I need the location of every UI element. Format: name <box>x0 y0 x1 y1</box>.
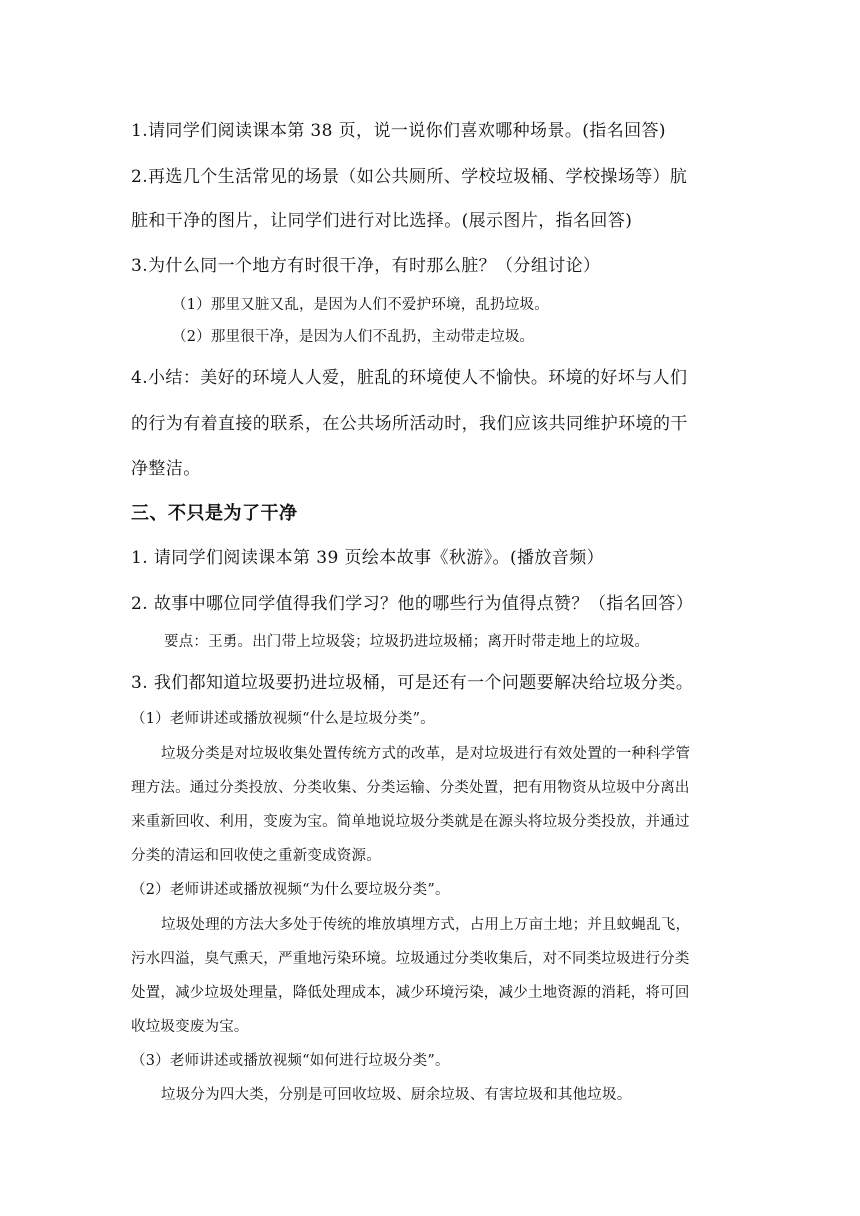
item-4-line-3: 净整洁。 <box>131 459 201 479</box>
sub-2-title: （2）老师讲述或播放视频“为什么要垃圾分类”。 <box>131 882 450 898</box>
s3-item-2-key-points: 要点：王勇。出门带上垃圾袋；垃圾扔进垃圾桶；离开时带走地上的垃圾。 <box>164 634 650 650</box>
item-1: 1.请同学们阅读课本第 38 页，说一说你们喜欢哪种场景。(指名回答) <box>131 121 666 141</box>
sub-1-paragraph-line: 理方法。通过分类投放、分类收集、分类运输、分类处置，把有用物资从垃圾中分离出 <box>131 780 690 796</box>
item-2-line-1: 2.再选几个生活常见的场景（如公共厕所、学校垃圾桶、学校操场等）肮 <box>131 167 688 187</box>
sub-2-paragraph-line: 处置，减少垃圾处理量，降低处理成本，减少环境污染，减少土地资源的消耗，将可回 <box>131 985 690 1001</box>
sub-1-title: （1）老师讲述或播放视频“什么是垃圾分类”。 <box>131 711 435 727</box>
sub-2-paragraph-line: 收垃圾变废为宝。 <box>131 1019 249 1035</box>
sub-3-title: （3）老师讲述或播放视频“如何进行垃圾分类”。 <box>131 1053 450 1069</box>
s3-item-3: 3. 我们都知道垃圾要扔进垃圾桶，可是还有一个问题要解决给垃圾分类。 <box>131 673 694 693</box>
sub-1-paragraph-line: 分类的清运和回收使之重新变成资源。 <box>131 848 381 864</box>
item-3: 3.为什么同一个地方有时很干净，有时那么脏？（分组讨论） <box>131 256 601 276</box>
sub-2-paragraph-line: 垃圾处理的方法大多处于传统的堆放填埋方式，占用上万亩土地；并且蚊蝇乱飞， <box>161 917 691 933</box>
item-3-sub-2: （2）那里很干净，是因为人们不乱扔，主动带走垃圾。 <box>172 329 535 345</box>
section-heading: 三、不只是为了干净 <box>131 503 298 524</box>
sub-1-paragraph-line: 来重新回收、利用，变废为宝。简单地说垃圾分类就是在源头将垃圾分类投放，并通过 <box>131 814 690 830</box>
s3-item-2: 2. 故事中哪位同学值得我们学习？他的哪些行为值得点赞？（指名回答） <box>131 594 694 614</box>
sub-1-paragraph-line: 垃圾分类是对垃圾收集处置传统方式的改革，是对垃圾进行有效处置的一种科学管 <box>161 746 691 762</box>
item-3-sub-1: （1）那里又脏又乱，是因为人们不爱护环境，乱扔垃圾。 <box>172 297 549 313</box>
sub-3-paragraph-line: 垃圾分为四大类，分别是可回收垃圾、厨余垃圾、有害垃圾和其他垃圾。 <box>161 1087 632 1103</box>
sub-2-paragraph-line: 污水四溢，臭气熏天，严重地污染环境。垃圾通过分类收集后，对不同类垃圾进行分类 <box>131 951 690 967</box>
item-4-line-1: 4.小结：美好的环境人人爱，脏乱的环境使人不愉快。环境的好坏与人们 <box>131 368 688 388</box>
item-2-line-2: 脏和干净的图片，让同学们进行对比选择。(展示图片，指名回答) <box>131 211 633 231</box>
item-4-line-2: 的行为有着直接的联系，在公共场所活动时，我们应该共同维护环境的干 <box>131 414 688 434</box>
s3-item-1: 1. 请同学们阅读课本第 39 页绘本故事《秋游》。(播放音频） <box>131 548 604 568</box>
